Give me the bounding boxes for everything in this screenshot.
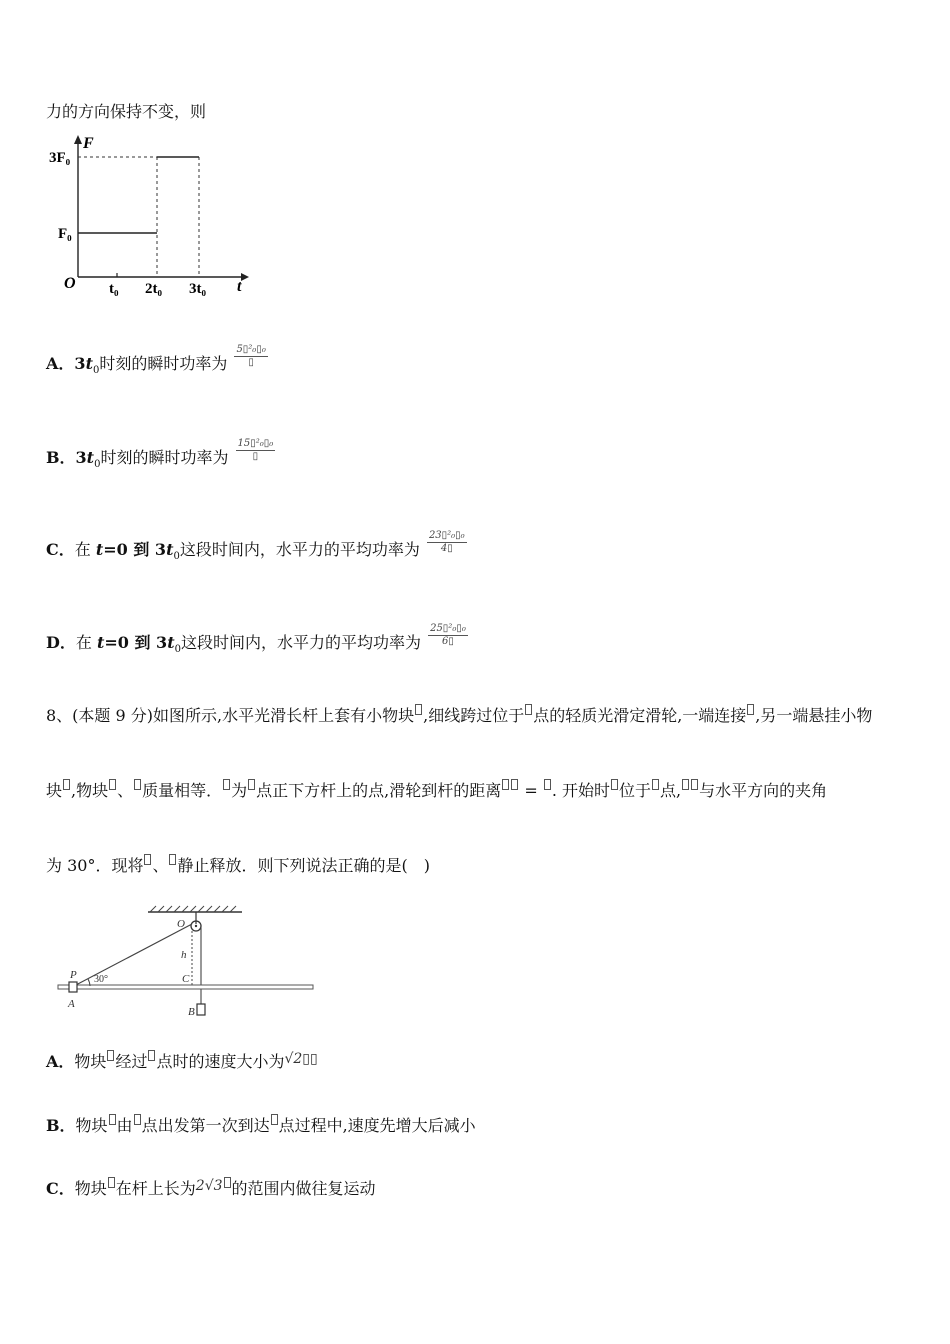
x-axis-label: t [237,278,242,295]
label-a: A [68,998,75,1010]
q7-option-c: C．在 t=0 到 $3t_0$这段时间内，水平力的平均功率为 $\frac{\text{23▯²₀▯₀}}{4▯}$ [46,530,465,563]
fraction: $\frac{\text{15▯²₀▯₀}}{▯}$ [237,438,274,462]
q8-line-2: 块 ,物块 、 质量相等． 为 点正下方杆上的点,滑轮到杆的距离 = . 开始时 位于 点, 与水平方向的夹角 [46,781,828,800]
label-angle: 30° [94,974,108,985]
label-c: C [182,973,190,985]
y-label-f0: F₀ [58,226,72,242]
intro-line: 力的方向保持不变，则 [46,102,207,121]
x-label-2t0: 2t₀ [145,281,162,297]
q8-option-c: C．物块 在杆上长为2√3 的范围内做往复运动 [46,1178,376,1198]
q8-option-b: B．物块 由 点出发第一次到达 点过程中,速度先增大后减小 [46,1116,476,1135]
x-label-t0: t₀ [109,281,119,297]
fraction: $\frac{\text{25▯²₀▯₀}}{6▯}$ [430,623,466,647]
label-h: h [181,949,187,961]
x-label-3t0: 3t₀ [189,281,206,297]
q8-line-1: 8、(本题 9 分)如图所示,水平光滑长杆上套有小物块 ,细线跨过位于 点的轻质光滑定滑轮,一端连接 ,另一端悬挂小物 [46,706,873,725]
origin-label: O [64,275,76,292]
q8-option-a: A．物块 经过 点时的速度大小为√2▯▯ [46,1051,318,1071]
q7-option-a: A．$3t_0$时刻的瞬时功率为 $\frac{\text{5▯²₀▯₀}}{▯}$ [46,344,266,377]
fraction: $\frac{\text{5▯²₀▯₀}}{▯}$ [236,344,266,368]
q7-option-b: B．$3t_0$时刻的瞬时功率为 $\frac{\text{15▯²₀▯₀}}{▯}$ [46,438,274,471]
y-label-3f0: 3F₀ [49,150,71,166]
label-b: B [188,1006,195,1018]
force-time-graph [46,130,256,300]
y-axis-label: F [83,135,94,152]
label-o: O [177,918,185,930]
label-p: P [70,969,77,981]
q7-option-d: D．在 t=0 到 $3t_0$这段时间内，水平力的平均功率为 $\frac{\text{25▯²₀▯₀}}{6▯}$ [46,623,466,656]
q8-line-3: 为 30°．现将 、 静止释放．则下列说法正确的是( ) [46,856,430,875]
fraction: $\frac{\text{23▯²₀▯₀}}{4▯}$ [428,530,465,554]
pulley-diagram [50,900,325,1025]
